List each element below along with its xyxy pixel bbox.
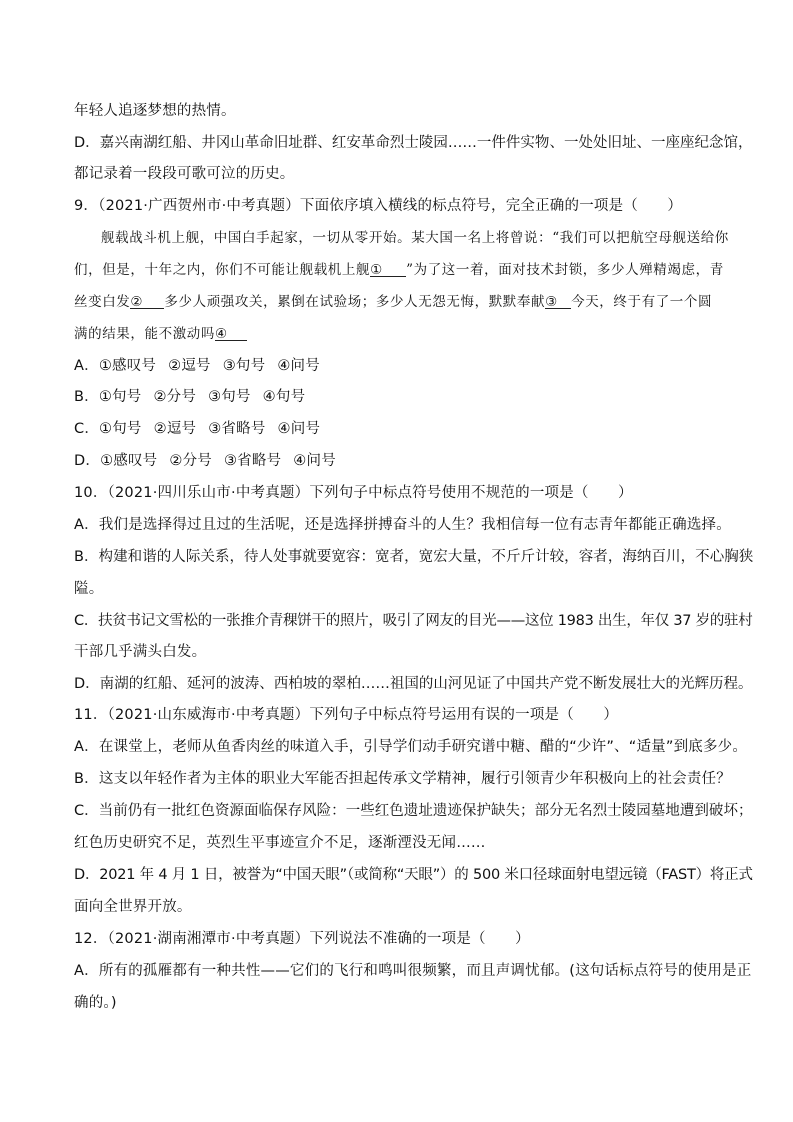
option-part: ④问号 [293, 453, 336, 469]
passage-text: 们，但是，十年之内，你们不可能让舰载机上舰 [74, 262, 371, 278]
blank-1 [370, 260, 406, 277]
option-c-cont: 干部几乎满头白发。 [74, 644, 207, 660]
option-part: A．①感叹号 [74, 358, 157, 374]
option-b: B．这支以年轻作者为主体的职业大军能否担起传承文学精神，履行引领青少年积极向上的社会责任？ [74, 771, 731, 787]
option-a: A．我们是选择得过且过的生活呢，还是选择拼搏奋斗的人生？我相信每一位有志青年都能正确选择。 [74, 517, 731, 533]
option-a [74, 356, 320, 376]
option-part: ④句号 [262, 389, 306, 405]
option-part: ②分号 [153, 389, 197, 405]
text-line: 都记录着一段段可歌可泣的历史。 [74, 166, 295, 182]
question-11-stem: 11．（2021·山东威海市·中考真题）下列句子中标点符号运用有误的一项是（ ） [74, 707, 619, 723]
option-part: ④问号 [277, 358, 320, 374]
option-part: D．①感叹号 [74, 453, 158, 469]
option-part: C．①句号 [74, 421, 142, 437]
option-c-cont: 红色历史研究不足，英烈生平事迹宣介不足，逐渐湮没无闻…… [74, 835, 486, 851]
option-part: ②逗号 [153, 421, 197, 437]
blank-4 [215, 324, 247, 341]
option-part: ④问号 [277, 421, 321, 437]
passage-line [74, 260, 724, 280]
blank-marker: ③ [545, 294, 558, 310]
option-b: B．构建和谐的人际关系，待人处事就要宽容：宽者，宽宏大量，不斤斤计较，容者，海纳百川，不心胸狭 [74, 549, 754, 565]
option-c [74, 419, 320, 439]
question-9-stem: 9．（2021·广西贺州市·中考真题）下面依序填入横线的标点符号，完全正确的一项是（ ） [74, 198, 683, 214]
text-line: D．嘉兴南湖红船、井冈山革命旧址群、红安革命烈士陵园……一件件实物、一处处旧址、一座座纪念馆， [74, 135, 753, 151]
passage-text: 丝变白发 [74, 294, 131, 310]
option-part: ③省略号 [223, 453, 282, 469]
option-a: A．在课堂上，老师从鱼香肉丝的味道入手，引导学们动手研究谱中糖、醋的“少许”、“适量”到底多少。 [74, 739, 748, 755]
option-d [74, 451, 336, 471]
passage-text: ”为了这一着，面对技术封锁，多少人殚精竭虑，青 [406, 262, 724, 278]
option-a: A．所有的孤雁都有一种共性——它们的飞行和鸣叫很频繁，而且声调忧郁。(这句话标点符号的使用是正 [74, 963, 752, 979]
passage-line [74, 324, 247, 344]
blank-2 [130, 292, 164, 309]
option-part: ③句号 [222, 358, 266, 374]
passage-line: 舰载战斗机上舰，中国白手起家，一切从零开始。某大国一名上将曾说：“我们可以把航空母舰送给你 [101, 230, 729, 246]
option-b [74, 387, 305, 407]
option-d: D．南湖的红船、延河的波涛、西柏坡的翠柏……祖国的山河见证了中国共产党不断发展壮大的光辉历程。 [74, 676, 753, 692]
option-part: ③句号 [208, 389, 251, 405]
option-part: ②逗号 [168, 358, 211, 374]
text-line: 年轻人追逐梦想的热情。 [74, 103, 236, 119]
option-d-cont: 面向全世界开放。 [74, 899, 192, 915]
passage-text: 今天，终于有了一个圆 [571, 294, 713, 310]
blank-3 [545, 292, 571, 309]
question-12-stem: 12．（2021·湖南湘潭市·中考真题）下列说法不准确的一项是（ ） [74, 931, 530, 947]
option-part: B．①句号 [74, 389, 142, 405]
option-c: C．扶贫书记文雪松的一张推介青稞饼干的照片，吸引了网友的目光——这位 1983 出生，年仅 37 岁的驻村 [74, 613, 753, 629]
option-part: ③省略号 [208, 421, 266, 437]
option-part: ②分号 [169, 453, 212, 469]
blank-marker: ④ [215, 326, 228, 342]
blank-marker: ① [370, 262, 383, 278]
passage-line [74, 292, 712, 312]
option-c: C．当前仍有一批红色资源面临保存风险：一些红色遗址遗迹保护缺失；部分无名烈士陵园墓地遭到破坏； [74, 803, 753, 819]
passage-text: 满的结果，能不激动吗 [74, 326, 215, 342]
option-d: D．2021 年 4 月 1 日，被誉为“中国天眼”（或简称“天眼”）的 500 米口径球面射电望远镜（FAST）将正式 [74, 867, 753, 883]
option-b-cont: 隘。 [74, 581, 104, 597]
passage-text: 多少人顽强攻关，累倒在试验场；多少人无怨无悔，默默奉献 [164, 294, 546, 310]
blank-marker: ② [130, 294, 144, 310]
question-10-stem: 10．（2021·四川乐山市·中考真题）下列句子中标点符号使用不规范的一项是（ ） [74, 485, 633, 501]
option-a-cont: 确的。) [74, 995, 117, 1011]
